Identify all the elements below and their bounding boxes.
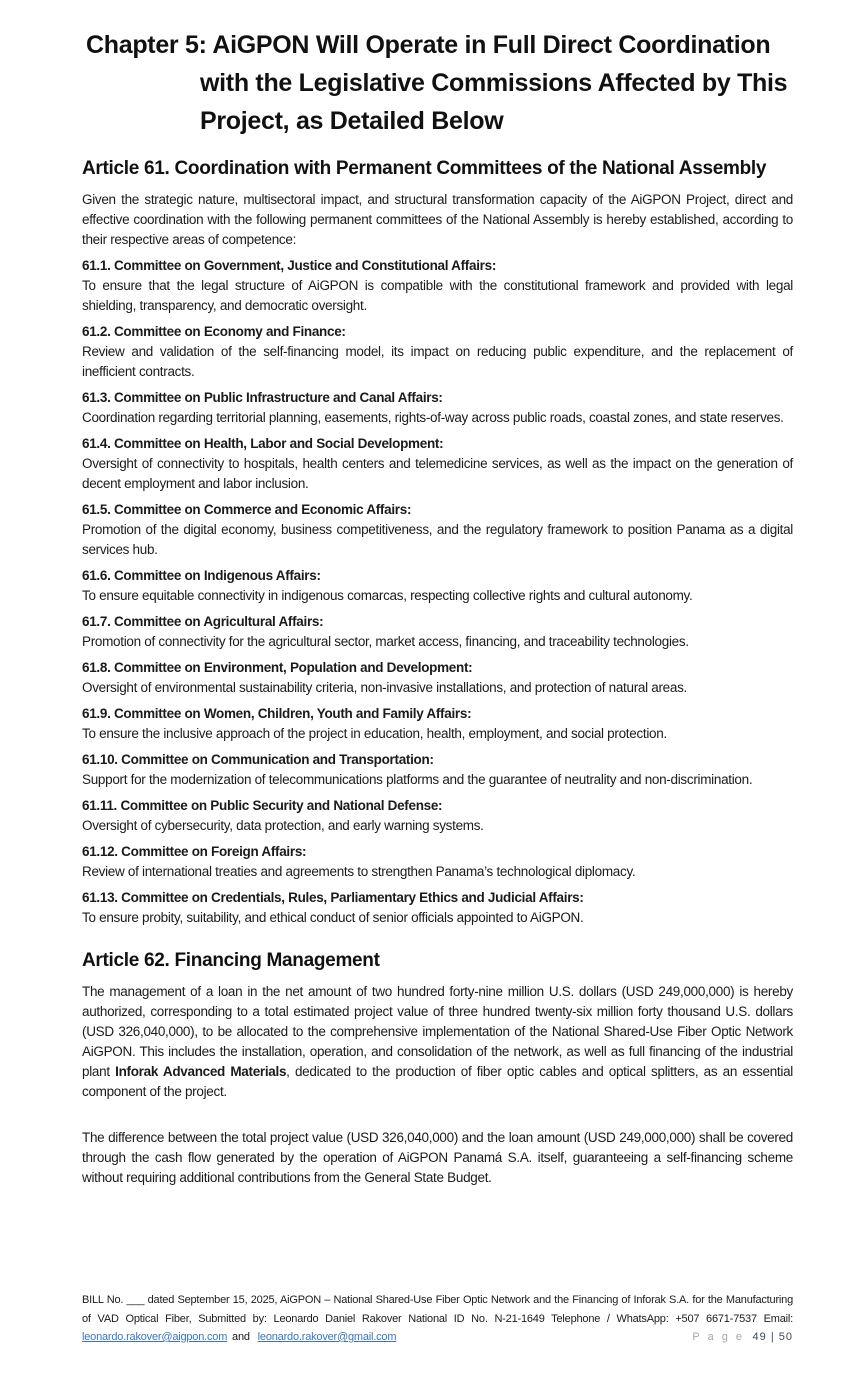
committee-item-61-8 xyxy=(82,658,793,698)
committee-item-61-12 xyxy=(82,842,793,882)
committee-item-desc: Oversight of cybersecurity, data protection, and early warning systems. xyxy=(82,818,484,833)
article-62-paragraph-2: The difference between the total project value (USD 326,040,000) and the loan amount (USD 249,000,000) shall be covered through the cash flow generated by the operation of AiGPON Panamá S.A. itself, guaranteeing a self-financing scheme without requiring additional contributions from the General State Budget. xyxy=(82,1130,793,1185)
committee-item-title: 61.11. Committee on Public Security and National Defense: xyxy=(82,798,443,813)
committee-item-desc: Coordination regarding territorial planning, easements, rights-of-way across public roads, coastal zones, and state reserves. xyxy=(82,410,784,425)
committee-item-61-7 xyxy=(82,612,793,652)
page-number xyxy=(692,1328,793,1347)
committee-item-desc: Oversight of connectivity to hospitals, health centers and telemedicine services, as well as the impact on the generation of decent employment and labor inclusion. xyxy=(82,456,793,491)
committee-item-desc: Oversight of environmental sustainability criteria, non-invasive installations, and protection of natural areas. xyxy=(82,680,687,695)
committee-item-desc: Promotion of the digital economy, business competitiveness, and the regulatory framework to position Panama as a digital services hub. xyxy=(82,522,793,557)
article-62-heading: Article 62. Financing Management xyxy=(82,950,380,971)
page-word-label: P a g e xyxy=(692,1331,745,1343)
committee-item-61-1 xyxy=(82,256,793,316)
committee-item-title: 61.1. Committee on Government, Justice and Constitutional Affairs: xyxy=(82,258,497,273)
page-number-value: 49 | 50 xyxy=(752,1331,793,1343)
chapter-title-line-3: Project, as Detailed Below xyxy=(200,107,504,135)
page-footer xyxy=(82,1291,793,1347)
footer-line-1: BILL No. ___ dated September 15, 2025, AiGPON – National Shared-Use Fiber Optic Network and the Financing of Inforak S.A. for the Manufacturing xyxy=(82,1294,793,1306)
email-link-gmail[interactable]: leonardo.rakover@gmail.com xyxy=(257,1331,397,1343)
footer-and-text: and xyxy=(232,1331,250,1343)
footer-line-2: of VAD Optical Fiber, Submitted by: Leonardo Daniel Rakover National ID No. N-21-1649 Telephone / WhatsApp: +507 6671-7537 Email: xyxy=(82,1312,793,1325)
committee-item-desc: To ensure probity, suitability, and ethical conduct of senior officials appointed to AiGPON. xyxy=(82,910,584,925)
email-link-aigpon[interactable]: leonardo.rakover@aigpon.com xyxy=(82,1331,228,1343)
committee-item-61-5 xyxy=(82,500,793,560)
document-content xyxy=(82,26,793,1188)
committee-item-title: 61.7. Committee on Agricultural Affairs: xyxy=(82,614,324,629)
committee-item-title: 61.3. Committee on Public Infrastructure and Canal Affairs: xyxy=(82,390,443,405)
committee-item-desc: Review of international treaties and agreements to strengthen Panama’s technological diplomacy. xyxy=(82,864,636,879)
inforak-bold-text: Inforak Advanced Materials xyxy=(115,1064,287,1079)
committee-item-desc: Support for the modernization of telecommunications platforms and the guarantee of neutrality and non-discrimination. xyxy=(82,772,753,787)
committee-item-title: 61.6. Committee on Indigenous Affairs: xyxy=(82,568,321,583)
committee-item-desc: To ensure that the legal structure of AiGPON is compatible with the constitutional framework and provided with legal shielding, transparency, and democratic oversight. xyxy=(82,278,793,313)
committee-item-desc: Promotion of connectivity for the agricultural sector, market access, financing, and traceability technologies. xyxy=(82,634,689,649)
committee-item-title: 61.5. Committee on Commerce and Economic Affairs: xyxy=(82,502,412,517)
chapter-title-line-1: Chapter 5: AiGPON Will Operate in Full Direct Coordination xyxy=(86,31,771,59)
committee-item-title: 61.4. Committee on Health, Labor and Social Development: xyxy=(82,436,444,451)
committee-item-61-6 xyxy=(82,566,793,606)
committee-item-61-10 xyxy=(82,750,793,790)
committee-item-title: 61.10. Committee on Communication and Transportation: xyxy=(82,752,434,767)
footer-line-3 xyxy=(82,1328,793,1347)
committee-item-desc: Review and validation of the self-financing model, its impact on reducing public expenditure, and the replacement of inefficient contracts. xyxy=(82,344,793,379)
committee-item-desc: To ensure the inclusive approach of the project in education, health, employment, and social protection. xyxy=(82,726,667,741)
committee-item-title: 61.9. Committee on Women, Children, Youth and Family Affairs: xyxy=(82,706,472,721)
chapter-title-line-2: with the Legislative Commissions Affected by This xyxy=(200,69,788,97)
committee-item-61-11 xyxy=(82,796,793,836)
committee-item-title: 61.2. Committee on Economy and Finance: xyxy=(82,324,346,339)
chapter-title xyxy=(86,26,793,140)
committee-item-title: 61.12. Committee on Foreign Affairs: xyxy=(82,844,307,859)
article-62-p1-text-end: , dedicated to the production of fiber optic cables and optical splitters, as an essential component of the project. xyxy=(82,1064,793,1099)
committee-item-61-4 xyxy=(82,434,793,494)
article-62-paragraph-1 xyxy=(82,982,793,1102)
committee-item-title: 61.8. Committee on Environment, Population and Development: xyxy=(82,660,473,675)
article-61-heading: Article 61. Coordination with Permanent Committees of the National Assembly xyxy=(82,158,767,179)
committee-item-61-3 xyxy=(82,388,793,428)
committee-item-desc: To ensure equitable connectivity in indigenous comarcas, respecting collective rights and cultural autonomy. xyxy=(82,588,693,603)
committee-item-title: 61.13. Committee on Credentials, Rules, Parliamentary Ethics and Judicial Affairs: xyxy=(82,890,584,905)
article-61-intro: Given the strategic nature, multisectoral impact, and structural transformation capacity of the AiGPON Project, direct and effective coordination with the following permanent committees of the National Assembly is hereby established, according to their respective areas of competence: xyxy=(82,192,793,247)
committee-item-61-2 xyxy=(82,322,793,382)
committee-item-61-13 xyxy=(82,888,793,928)
article-62-p1-text: The management of a loan in the net amount of two hundred forty-nine million U.S. dollars (USD 249,000,000) is hereby authorized, corresponding to a total estimated project value of three hundred twenty-six million forty thousand U.S. dollars (USD 326,040,000), to be allocated to the comprehensive implementation of the National Shared-Use Fiber Optic Network AiGPON. This includes the installation, operation, and consolidation of the network, as well as full financing of the industrial plant xyxy=(82,984,793,1079)
committee-item-61-9 xyxy=(82,704,793,744)
